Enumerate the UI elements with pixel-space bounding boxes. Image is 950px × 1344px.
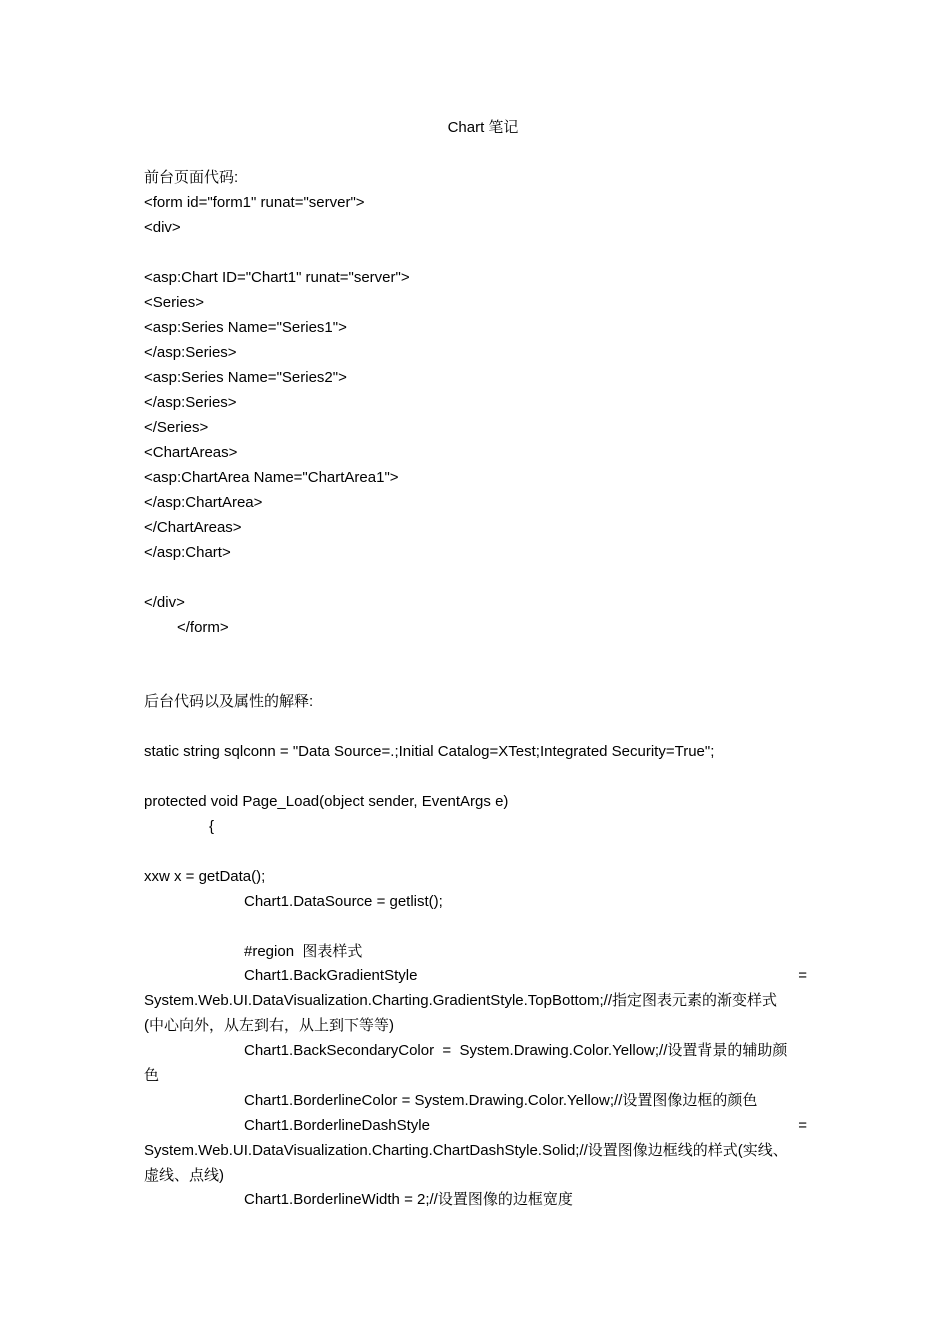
code-line: <asp:ChartArea Name="ChartArea1">	[144, 469, 399, 486]
borderline-color-line: Chart1.BorderlineColor = System.Drawing.Color.Yellow;//设置图像边框的颜色	[244, 1092, 758, 1109]
sqlconn-line: static string sqlconn = "Data Source=.;Initial Catalog=XTest;Integrated Security=True";	[144, 743, 715, 760]
back-gradient-line	[144, 966, 807, 986]
datasource-line: Chart1.DataSource = getlist();	[244, 893, 443, 910]
dash-style-property: Chart1.BorderlineDashStyle	[244, 1117, 430, 1134]
borderline-width-line: Chart1.BorderlineWidth = 2;//设置图像的边框宽度	[244, 1191, 573, 1208]
code-line: <div>	[144, 219, 181, 236]
dash-style-continuation: 虚线、点线)	[144, 1167, 224, 1184]
code-line: </Series>	[144, 419, 209, 436]
code-line: </asp:Series>	[144, 394, 237, 411]
code-line: <Series>	[144, 294, 205, 311]
back-gradient-continuation: System.Web.UI.DataVisualization.Charting.GradientStyle.TopBottom;//指定图表元素的渐变样式	[144, 992, 777, 1009]
code-line: <form id="form1" runat="server">	[144, 194, 365, 211]
backend-heading: 后台代码以及属性的解释:	[144, 693, 314, 710]
back-gradient-continuation: (中心向外，从左到右，从上到下等等)	[144, 1017, 394, 1034]
back-gradient-property: Chart1.BackGradientStyle	[244, 967, 418, 984]
code-line: </asp:ChartArea>	[144, 494, 263, 511]
dash-style-equals: =	[798, 1117, 807, 1134]
code-line: </ChartAreas>	[144, 519, 242, 536]
frontend-heading: 前台页面代码:	[144, 169, 239, 186]
code-line: </asp:Chart>	[144, 544, 231, 561]
code-line: <ChartAreas>	[144, 444, 238, 461]
code-line: <asp:Series Name="Series1">	[144, 319, 347, 336]
region-line: #region 图表样式	[244, 943, 363, 960]
code-line: </asp:Series>	[144, 344, 237, 361]
back-secondary-continuation: 色	[144, 1067, 160, 1084]
page-load-line: protected void Page_Load(object sender, EventArgs e)	[144, 793, 509, 810]
back-gradient-equals: =	[798, 967, 807, 984]
get-data-line: xxw x = getData();	[144, 868, 266, 885]
code-line: <asp:Chart ID="Chart1" runat="server">	[144, 269, 410, 286]
back-secondary-line: Chart1.BackSecondaryColor = System.Drawing.Color.Yellow;//设置背景的辅助颜	[244, 1042, 788, 1059]
code-line: </div>	[144, 594, 185, 611]
open-brace: {	[209, 818, 215, 835]
code-line: <asp:Series Name="Series2">	[144, 369, 347, 386]
dash-style-continuation: System.Web.UI.DataVisualization.Charting.ChartDashStyle.Solid;//设置图像边框线的样式(实线、	[144, 1142, 788, 1159]
document-title: Chart 笔记	[447, 119, 519, 136]
dash-style-line	[144, 1116, 807, 1136]
code-line: </form>	[177, 619, 229, 636]
